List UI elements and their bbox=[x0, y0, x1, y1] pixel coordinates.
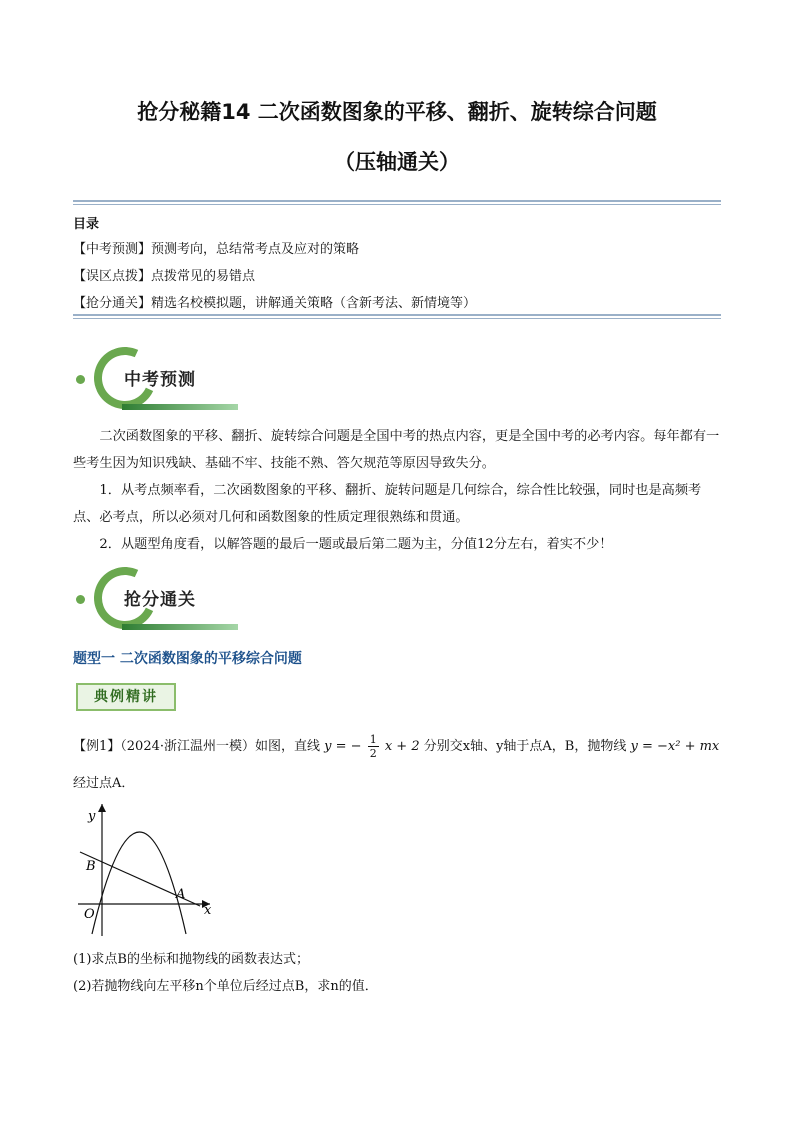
section-banner-forecast bbox=[72, 345, 272, 417]
question-2: (2)若抛物线向左平移n个单位后经过点B，求n的值． bbox=[73, 979, 378, 994]
label-point-a: A bbox=[176, 887, 186, 902]
label-x: x bbox=[204, 903, 212, 918]
divider-top bbox=[73, 200, 721, 202]
toc-item[interactable]: 【抢分通关】精选名校模拟题，讲解通关策略（含新考法、新情境等） bbox=[73, 296, 477, 311]
paragraph-intro: 二次函数图象的平移、翻折、旋转综合问题是全国中考的热点内容，更是全国中考的必考内容。每年都有一些考生因为知识残缺、基础不牢、技能不熟、答欠规范等原因导致失分。 bbox=[73, 429, 720, 471]
fraction bbox=[368, 733, 379, 760]
toc-title: 目录 bbox=[73, 217, 100, 232]
toc-item[interactable]: 【误区点拨】点拨常见的易错点 bbox=[73, 269, 256, 284]
bullet-dot-icon bbox=[76, 375, 85, 384]
banner-label: 中考预测 bbox=[124, 370, 196, 390]
parabola-curve bbox=[92, 832, 186, 934]
label-point-b: B bbox=[86, 859, 96, 874]
page-subtitle: （压轴通关） bbox=[334, 150, 460, 174]
page-title: 抢分秘籍14 二次函数图象的平移、翻折、旋转综合问题 bbox=[137, 100, 657, 124]
example-line2: 经过点A． bbox=[73, 776, 135, 791]
question-1: (1)求点B的坐标和抛物线的函数表达式； bbox=[73, 952, 309, 967]
divider-bottom bbox=[73, 314, 721, 316]
banner-underline bbox=[122, 404, 238, 410]
example-mid: 分别交x轴、y轴于点A，B，抛物线 bbox=[423, 739, 627, 754]
fraction-denominator: 2 bbox=[369, 747, 377, 760]
divider-top-thin bbox=[73, 204, 721, 205]
example-prefix: 【例1】（2024·浙江温州一模）如图，直线 bbox=[73, 739, 320, 754]
topic-heading: 题型一 二次函数图象的平移综合问题 bbox=[73, 651, 302, 667]
banner-underline bbox=[122, 624, 238, 630]
line-equation-end: x + 2 bbox=[384, 739, 420, 754]
label-y: y bbox=[88, 809, 96, 824]
bullet-dot-icon bbox=[76, 595, 85, 604]
y-axis-arrow-icon bbox=[98, 804, 106, 812]
toc-item[interactable]: 【中考预测】预测考向，总结常考点及应对的策略 bbox=[73, 242, 360, 257]
paragraph-point2: 2．从题型角度看，以解答题的最后一题或最后第二题为主，分值12分左右，着实不少！ bbox=[99, 537, 613, 552]
banner-label: 抢分通关 bbox=[124, 590, 196, 610]
parabola-equation: y = −x² + mx bbox=[630, 739, 720, 754]
fraction-numerator: 1 bbox=[369, 733, 377, 746]
divider-bottom-thin bbox=[73, 318, 721, 319]
label-origin: O bbox=[84, 907, 95, 922]
parabola-figure bbox=[68, 798, 228, 938]
section-banner-tactics bbox=[72, 565, 272, 637]
paragraph-point1: 1．从考点频率看，二次函数图象的平移、翻折、旋转问题是几何综合，综合性比较强，同时也是高频考点、必考点，所以必须对几何和函数图象的性质定理很熟练和贯通。 bbox=[73, 483, 702, 525]
line-equation-start: y = − bbox=[324, 739, 362, 754]
example-tag: 典例精讲 bbox=[76, 683, 176, 711]
example-statement bbox=[73, 733, 719, 760]
